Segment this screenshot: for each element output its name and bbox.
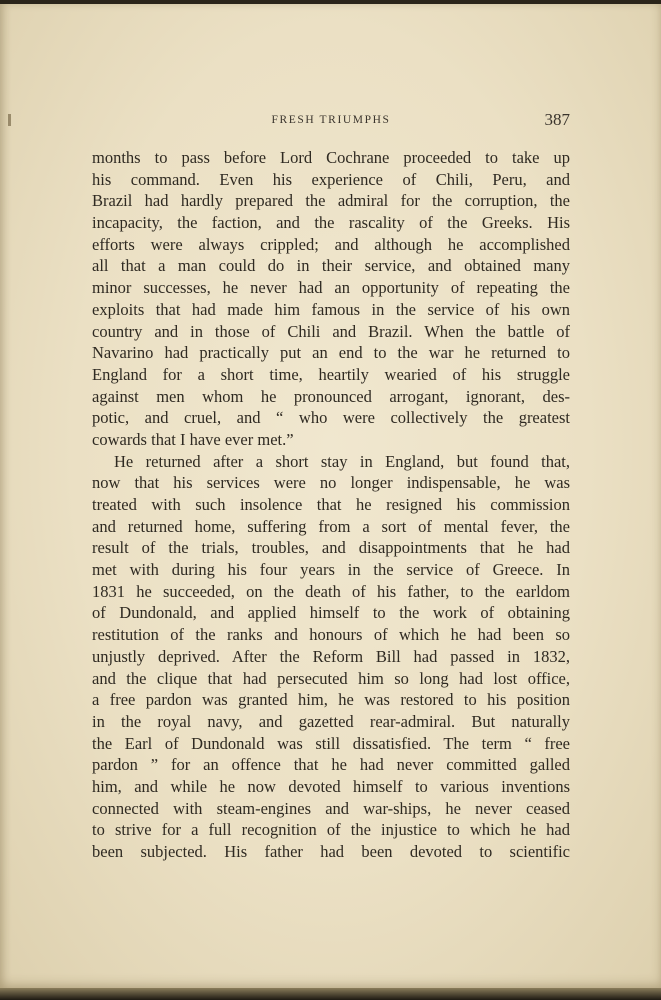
- text-line: England for a short time, heartily wearied of his struggle: [92, 364, 570, 384]
- text-line: restitution of the ranks and honours of which he had been so: [92, 625, 570, 645]
- text-line: a free pardon was granted him, he was restored to his position: [92, 690, 570, 710]
- page-bottom-edge: [0, 988, 661, 1000]
- text-line: now that his services were no longer indispensable, he was: [92, 473, 570, 493]
- page-header: [92, 110, 570, 134]
- margin-mark: [8, 114, 11, 126]
- text-line: treated with such insolence that he resigned his commission: [92, 495, 570, 514]
- text-line: unjustly deprived. After the Reform Bill had passed in 1832,: [92, 646, 570, 666]
- running-title: FRESH TRIUMPHS: [271, 114, 391, 126]
- text-line: and returned home, suffering from a sort of mental fever, the: [92, 516, 570, 536]
- paragraph: [92, 147, 570, 451]
- text-line: potic, and cruel, and “ who were collectively the greatest: [92, 408, 570, 428]
- text-line: efforts were always crippled; and although he accomplished: [92, 234, 570, 254]
- text-line: Brazil had hardly prepared the admiral for the corruption, the: [92, 191, 570, 211]
- text-line: of Dundonald, and applied himself to the work of obtaining: [92, 603, 570, 623]
- text-line: result of the trials, troubles, and disappointments that he had: [92, 538, 570, 558]
- text-line: been subjected. His father had been devoted to scientific: [92, 842, 570, 861]
- text-line: He returned after a short stay in England, but found that,: [114, 451, 570, 471]
- text-line: his command. Even his experience of Chili, Peru, and: [92, 169, 570, 189]
- text-line: met with during his four years in the service of Greece. In: [92, 560, 570, 580]
- page-number: 387: [544, 110, 570, 129]
- text-line: in the royal navy, and gazetted rear-admiral. But naturally: [92, 711, 570, 731]
- text-line: cowards that I have ever met.”: [92, 429, 294, 449]
- text-line: the Earl of Dundonald was still dissatisfied. The term “ free: [92, 733, 570, 753]
- text-line: Navarino had practically put an end to the war he returned to: [92, 343, 570, 363]
- text-line: all that a man could do in their service, and obtained many: [92, 256, 570, 276]
- paragraph: [92, 451, 570, 863]
- text-line: pardon ” for an offence that he had never committed galled: [92, 755, 570, 775]
- text-line: incapacity, the faction, and the rascality of the Greeks. His: [92, 213, 570, 233]
- text-line: and the clique that had persecuted him so long had lost office,: [92, 668, 570, 688]
- text-line: minor successes, he never had an opportunity of repeating the: [92, 278, 570, 298]
- text-line: 1831 he succeeded, on the death of his father, to the earldom: [92, 581, 570, 601]
- body-text: [92, 147, 570, 863]
- text-line: country and in those of Chili and Brazil. When the battle of: [92, 321, 570, 341]
- book-page: [0, 4, 661, 990]
- text-line: to strive for a full recognition of the injustice to which he had: [92, 820, 570, 840]
- text-line: against men whom he pronounced arrogant, ignorant, des-: [92, 386, 570, 406]
- text-line: months to pass before Lord Cochrane proceeded to take up: [92, 148, 570, 167]
- text-line: him, and while he now devoted himself to various inventions: [92, 776, 570, 796]
- text-line: exploits that had made him famous in the service of his own: [92, 299, 570, 319]
- text-line: connected with steam-engines and war-ships, he never ceased: [92, 798, 570, 818]
